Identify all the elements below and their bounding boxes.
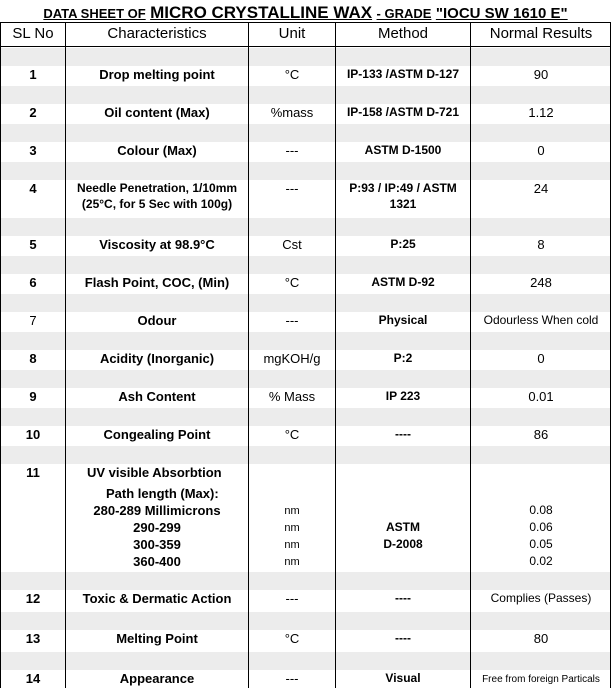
table-row-unit: --- bbox=[285, 591, 299, 606]
table-row-result: 90 bbox=[533, 67, 549, 82]
table-row-method-detail: D-2008 bbox=[383, 537, 423, 551]
table-row-sl: 12 bbox=[25, 591, 41, 606]
row-spacer bbox=[336, 294, 470, 312]
table-row-method: ---- bbox=[395, 591, 411, 605]
row-spacer bbox=[336, 162, 470, 180]
table-row-sl: 11 bbox=[26, 465, 40, 480]
column-header-characteristics: Characteristics bbox=[107, 25, 207, 42]
uv-range: 300-359 bbox=[133, 537, 181, 552]
row-spacer bbox=[249, 124, 335, 142]
table-row-method: P:2 bbox=[393, 351, 413, 365]
table-row-unit: °C bbox=[284, 631, 300, 646]
uv-result: 0.06 bbox=[529, 520, 553, 534]
row-spacer bbox=[66, 124, 248, 142]
table-row-method: Visual bbox=[385, 671, 421, 685]
row-spacer bbox=[471, 294, 610, 312]
table-border-top bbox=[0, 22, 611, 23]
column-header-normal-results: Normal Results bbox=[489, 25, 593, 42]
row-spacer bbox=[336, 218, 470, 236]
table-row-sl: 3 bbox=[29, 143, 37, 158]
table-row-result: 8 bbox=[537, 237, 545, 252]
row-spacer bbox=[471, 162, 610, 180]
row-spacer bbox=[1, 86, 65, 104]
row-spacer bbox=[471, 256, 610, 274]
row-spacer bbox=[249, 332, 335, 350]
row-spacer bbox=[336, 124, 470, 142]
row-spacer bbox=[66, 294, 248, 312]
row-spacer bbox=[249, 86, 335, 104]
row-spacer bbox=[66, 408, 248, 426]
row-spacer bbox=[1, 48, 65, 66]
table-row-method: P:25 bbox=[390, 237, 416, 251]
row-spacer bbox=[66, 48, 248, 66]
row-spacer bbox=[1, 370, 65, 388]
uv-result: 0.05 bbox=[529, 537, 553, 551]
table-row-characteristic: Viscosity at 98.9°C bbox=[99, 237, 215, 252]
row-spacer bbox=[66, 652, 248, 670]
table-row-method: ---- bbox=[395, 631, 411, 645]
table-row-characteristic: Appearance bbox=[119, 671, 195, 686]
row-spacer bbox=[249, 218, 335, 236]
row-spacer bbox=[249, 370, 335, 388]
uv-unit: nm bbox=[284, 539, 300, 551]
table-row-sl: 10 bbox=[25, 427, 41, 442]
table-row-sl: 7 bbox=[29, 313, 37, 328]
table-row-unit: --- bbox=[285, 671, 299, 686]
table-row-unit: Cst bbox=[282, 237, 302, 252]
table-row-result: 0.01 bbox=[528, 389, 554, 404]
uv-range: 290-299 bbox=[133, 520, 181, 535]
table-row-characteristic-detail: (25°C, for 5 Sec with 100g) bbox=[81, 197, 233, 211]
table-row-sl: 9 bbox=[29, 389, 37, 404]
table-row-method: ASTM bbox=[386, 520, 420, 534]
row-spacer bbox=[471, 86, 610, 104]
row-spacer bbox=[336, 408, 470, 426]
row-spacer bbox=[249, 446, 335, 464]
table-row-method: ---- bbox=[395, 427, 411, 441]
title-product: MICRO CRYSTALLINE WAX bbox=[150, 3, 373, 22]
uv-unit: nm bbox=[284, 505, 300, 517]
header-divider bbox=[0, 46, 611, 47]
uv-result: 0.02 bbox=[529, 554, 553, 568]
table-row-result: 1.12 bbox=[528, 105, 554, 120]
table-row-sl: 1 bbox=[29, 67, 37, 82]
table-row-characteristic: Colour (Max) bbox=[117, 143, 197, 158]
table-row-characteristic: Oil content (Max) bbox=[104, 105, 210, 120]
row-spacer bbox=[66, 612, 248, 630]
row-spacer bbox=[249, 652, 335, 670]
row-spacer bbox=[66, 162, 248, 180]
table-row-sl: 5 bbox=[29, 237, 37, 252]
row-spacer bbox=[471, 652, 610, 670]
row-spacer bbox=[66, 332, 248, 350]
table-row-result: 0 bbox=[537, 351, 545, 366]
title-prefix: DATA SHEET OF bbox=[43, 6, 146, 21]
table-row-unit: mgKOH/g bbox=[263, 351, 321, 366]
row-spacer bbox=[1, 256, 65, 274]
table-row-characteristic: Odour bbox=[137, 313, 177, 328]
row-spacer bbox=[1, 162, 65, 180]
table-row-sl: 8 bbox=[29, 351, 37, 366]
row-spacer bbox=[471, 572, 610, 590]
table-row-characteristic: Congealing Point bbox=[103, 427, 211, 442]
row-spacer bbox=[1, 332, 65, 350]
row-spacer bbox=[1, 218, 65, 236]
table-row-characteristic: Drop melting point bbox=[99, 67, 215, 82]
row-spacer bbox=[249, 256, 335, 274]
row-spacer bbox=[66, 370, 248, 388]
table-row-unit: °C bbox=[284, 427, 300, 442]
column-header-unit: Unit bbox=[278, 25, 306, 42]
row-spacer bbox=[336, 572, 470, 590]
row-spacer bbox=[1, 612, 65, 630]
table-row-method: IP-133 /ASTM D-127 bbox=[346, 67, 460, 81]
row-spacer bbox=[336, 86, 470, 104]
row-spacer bbox=[336, 256, 470, 274]
table-row-sl: 6 bbox=[29, 275, 37, 290]
row-spacer bbox=[249, 408, 335, 426]
row-spacer bbox=[66, 218, 248, 236]
row-spacer bbox=[471, 218, 610, 236]
row-spacer bbox=[249, 294, 335, 312]
uv-result: 0.08 bbox=[529, 503, 553, 517]
row-spacer bbox=[249, 48, 335, 66]
row-spacer bbox=[336, 446, 470, 464]
table-row-result: Odourless When cold bbox=[483, 313, 599, 327]
row-spacer bbox=[336, 332, 470, 350]
table-row-method: ASTM D-1500 bbox=[364, 143, 442, 157]
table-row-sl: 14 bbox=[25, 671, 41, 686]
table-row-characteristic: UV visible Absorbtion bbox=[87, 465, 222, 480]
table-row-unit: --- bbox=[285, 181, 299, 196]
row-spacer bbox=[249, 572, 335, 590]
table-row-sl: 2 bbox=[29, 105, 37, 120]
row-spacer bbox=[471, 332, 610, 350]
row-spacer bbox=[66, 256, 248, 274]
row-spacer bbox=[471, 124, 610, 142]
row-spacer bbox=[336, 612, 470, 630]
uv-range: 360-400 bbox=[133, 554, 181, 569]
table-row-result: Complies (Passes) bbox=[490, 591, 592, 605]
table-row-characteristic: Flash Point, COC, (Min) bbox=[84, 275, 230, 290]
table-row-method-detail: 1321 bbox=[389, 197, 417, 211]
table-row-unit: °C bbox=[284, 67, 300, 82]
table-row-characteristic: Melting Point bbox=[116, 631, 198, 646]
table-row-unit: --- bbox=[285, 313, 299, 328]
title-grade-label: - GRADE bbox=[376, 6, 432, 21]
table-row-result: 248 bbox=[530, 275, 552, 290]
table-row-unit: % Mass bbox=[268, 389, 316, 404]
row-spacer bbox=[1, 124, 65, 142]
row-spacer bbox=[66, 572, 248, 590]
table-row-characteristic: Acidity (Inorganic) bbox=[99, 351, 215, 366]
row-spacer bbox=[336, 652, 470, 670]
uv-range: 280-289 Millimicrons bbox=[93, 503, 221, 518]
row-spacer bbox=[66, 86, 248, 104]
row-spacer bbox=[471, 370, 610, 388]
column-header-sl-no: SL No bbox=[12, 25, 54, 42]
row-spacer bbox=[1, 572, 65, 590]
table-row-method: ASTM D-92 bbox=[371, 275, 435, 289]
document-title bbox=[0, 4, 611, 22]
table-row-result: 24 bbox=[533, 181, 549, 196]
table-row-result: 0 bbox=[537, 143, 545, 158]
row-spacer bbox=[471, 408, 610, 426]
table-row-characteristic: Needle Penetration, 1/10mm bbox=[76, 181, 238, 195]
row-spacer bbox=[249, 162, 335, 180]
table-row-unit: --- bbox=[285, 143, 299, 158]
row-spacer bbox=[1, 446, 65, 464]
row-spacer bbox=[1, 652, 65, 670]
table-row-sl: 13 bbox=[25, 631, 41, 646]
row-spacer bbox=[471, 446, 610, 464]
table-row-method: Physical bbox=[378, 313, 428, 327]
table-row-result: Free from foreign Particals bbox=[482, 674, 600, 685]
column-header-method: Method bbox=[377, 25, 429, 42]
table-row-characteristic: Ash Content bbox=[118, 389, 196, 404]
table-row-result: 80 bbox=[533, 631, 549, 646]
table-row-method: IP 223 bbox=[385, 389, 421, 403]
table-row-sl: 4 bbox=[29, 181, 37, 196]
row-spacer bbox=[1, 408, 65, 426]
row-spacer bbox=[66, 446, 248, 464]
table-row-method: P:93 / IP:49 / ASTM bbox=[349, 181, 457, 195]
table-row-result: 86 bbox=[533, 427, 549, 442]
title-grade-value: "IOCU SW 1610 E" bbox=[435, 5, 568, 22]
table-row-unit: °C bbox=[284, 275, 300, 290]
uv-path-length-label: Path length (Max): bbox=[106, 486, 219, 501]
table-row-unit: %mass bbox=[270, 105, 314, 120]
uv-unit: nm bbox=[284, 522, 300, 534]
uv-unit: nm bbox=[284, 556, 300, 568]
row-spacer bbox=[1, 294, 65, 312]
table-row-characteristic: Toxic & Dermatic Action bbox=[82, 591, 232, 606]
row-spacer bbox=[249, 612, 335, 630]
row-spacer bbox=[471, 612, 610, 630]
row-spacer bbox=[336, 48, 470, 66]
row-spacer bbox=[471, 48, 610, 66]
row-spacer bbox=[336, 370, 470, 388]
table-row-method: IP-158 /ASTM D-721 bbox=[346, 105, 460, 119]
